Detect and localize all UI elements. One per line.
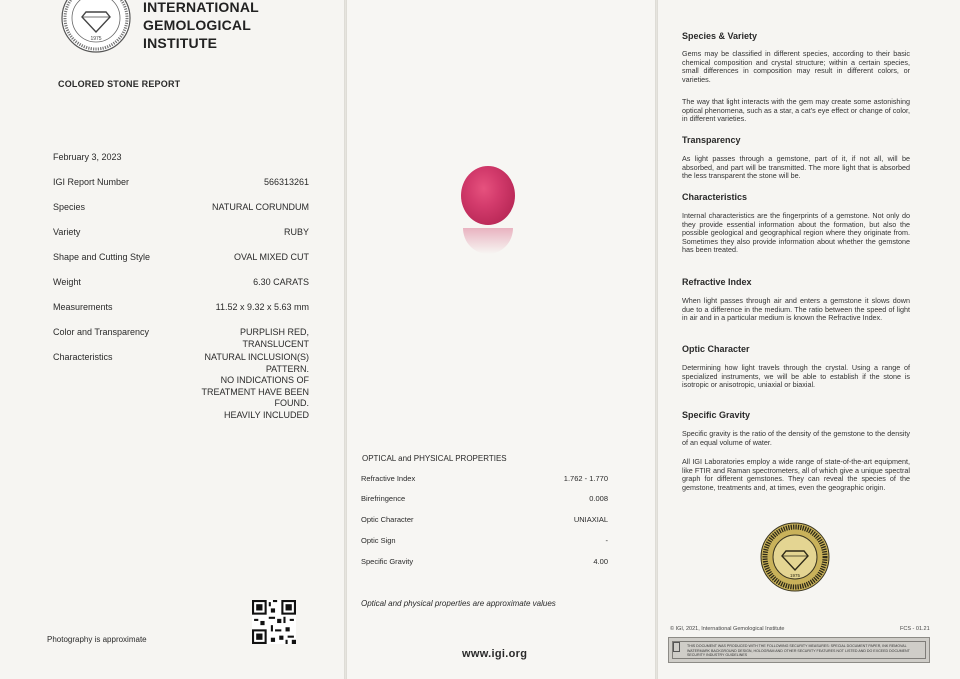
- detail-label: Shape and Cutting Style: [53, 252, 151, 262]
- detail-value: 11.52 x 9.32 x 5.63 mm: [215, 302, 309, 312]
- detail-value: NATURAL INCLUSION(S) PATTERN. NO INDICATIONS OF TREATMENT HAVE BEEN FOUND. HEAVILY INCLUDED: [201, 352, 309, 420]
- section-heading-refractive-index: Refractive Index: [682, 277, 752, 287]
- section-text: Specific gravity is the ratio of the density of the gemstone to the density of an equal volume of water.: [682, 429, 910, 447]
- section-text: When light passes through air and enters a gemstone it slows down due to a difference in the medium. The ratio between the speed of light in air and in a particular medium is known the Refractive Index.: [682, 296, 910, 323]
- qr-code[interactable]: [252, 600, 296, 644]
- copyright-notice: © IGI, 2021, International Gemological Institute: [670, 626, 785, 632]
- detail-label: Variety: [53, 227, 81, 237]
- section-heading-specific-gravity: Specific Gravity: [682, 410, 751, 420]
- detail-label: Color and Transparency: [53, 327, 150, 337]
- security-text: THIS DOCUMENT WAS PRODUCED WITH THE FOLLOWING SECURITY MEASURES: SPECIAL DOCUMENT PAPER, INK REMOVAL WATERMARK BACKGROUND DESIGN, HOLOGRAM AND OTHER SECURITY FEATURES NOT LISTED AND DO EXCEED DOCUMENT SECURITY INDUSTRY GUIDELINES: [672, 641, 926, 659]
- seal-year: 1975: [90, 36, 102, 42]
- property-value: 1.762 - 1.770: [563, 474, 608, 483]
- detail-value: PURPLISH RED, TRANSLUCENT: [239, 327, 309, 349]
- detail-label: Measurements: [53, 302, 113, 312]
- section-text: As light passes through a gemstone, part of it, if not all, will be absorbed, and part will be transmitted. The more light that is absorbed the less transparent the stone will be.: [682, 154, 910, 181]
- detail-label: Characteristics: [53, 352, 113, 362]
- detail-label: Weight: [53, 277, 81, 287]
- property-label: Optic Sign: [361, 536, 396, 545]
- property-label: Optic Character: [361, 515, 414, 524]
- gemstone-photo: [461, 166, 515, 225]
- detail-value: 566313261: [263, 177, 309, 187]
- igi-gold-seal: [760, 522, 830, 592]
- photography-note: Photography is approximate: [47, 635, 147, 644]
- section-text: Internal characteristics are the fingerprints of a gemstone. Not only do they provide essential information about the formation, but also the possible geological and geographical region where they originate from. Sometimes they also provide information about whether the gemstone has been treated.: [682, 211, 910, 255]
- report-title: COLORED STONE REPORT: [58, 79, 181, 89]
- section-text: The way that light interacts with the gem may create some astonishing optical phenomena, such as a star, a cat's eye effect or change of color, in different varieties.: [682, 97, 910, 124]
- optical-properties-note: Optical and physical properties are approximate values: [361, 599, 556, 608]
- section-heading-species-variety: Species & Variety: [682, 31, 758, 41]
- igi-seal-logo: [60, 0, 132, 54]
- detail-value: OVAL MIXED CUT: [233, 252, 309, 262]
- detail-value: NATURAL CORUNDUM: [211, 202, 309, 212]
- optical-properties-title: OPTICAL and PHYSICAL PROPERTIES: [362, 454, 507, 463]
- property-label: Refractive Index: [361, 474, 416, 483]
- section-text: Determining how light travels through the crystal. Using a range of specialized instruments, we will be able to establish if the stone is isotropic or anisotropic, uniaxial or biaxial.: [682, 363, 910, 390]
- property-value: 4.00: [593, 557, 608, 566]
- section-heading-optic-character: Optic Character: [682, 344, 750, 354]
- section-text: Gems may be classified in different species, according to their basic chemical composition and crystal structure; within a certain species, small differences in composition may result in different colors, or varieties.: [682, 49, 910, 84]
- institute-name: INTERNATIONAL GEMOLOGICAL INSTITUTE: [143, 0, 259, 51]
- detail-label: Species: [53, 202, 86, 212]
- property-value: 0.008: [589, 494, 608, 503]
- property-label: Birefringence: [361, 494, 406, 503]
- seal-year: 1975: [789, 573, 801, 578]
- property-value: UNIAXIAL: [573, 515, 608, 524]
- report-date: February 3, 2023: [53, 152, 122, 162]
- section-heading-characteristics: Characteristics: [682, 192, 748, 202]
- property-value: -: [605, 536, 608, 545]
- detail-value: 6.30 CARATS: [253, 277, 309, 287]
- section-text: All IGI Laboratories employ a wide range of state-of-the-art equipment, like FTIR and Raman spectrometers, all of which give a unique spectral graph for different gemstones. They can reveal the species of the gemstone, treatments and, at times, even the geographic origin.: [682, 457, 910, 492]
- section-heading-transparency: Transparency: [682, 135, 741, 145]
- form-code: FCS - 01.21: [900, 626, 930, 632]
- detail-label: IGI Report Number: [53, 177, 130, 187]
- report-panel-center: [347, 0, 655, 679]
- security-features-strip: [668, 637, 930, 663]
- website-link[interactable]: www.igi.org: [462, 648, 528, 660]
- detail-value: RUBY: [283, 227, 309, 237]
- property-label: Specific Gravity: [361, 557, 414, 566]
